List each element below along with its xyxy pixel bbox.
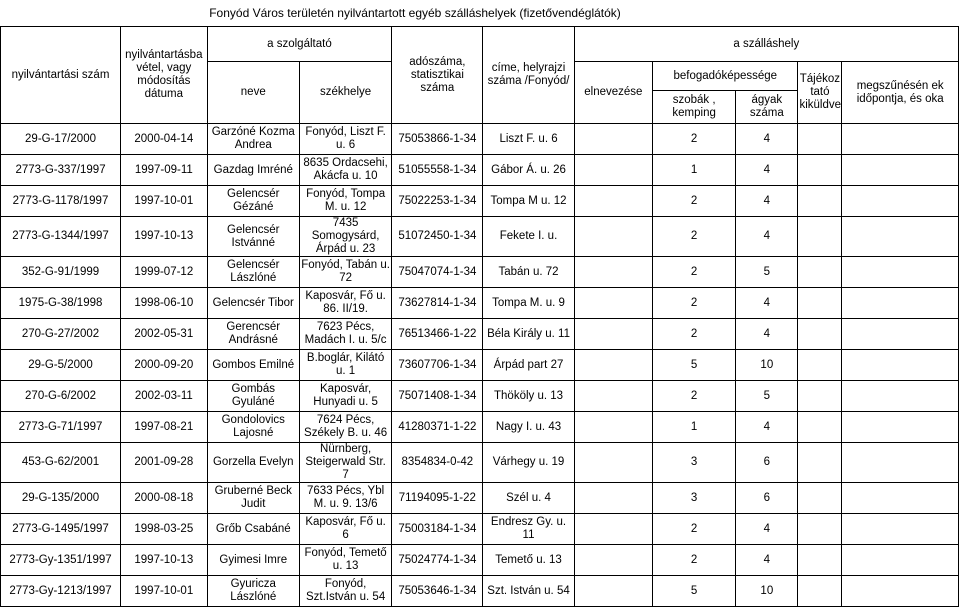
cell-megszunes — [842, 545, 959, 576]
cell-szobak: 5 — [653, 350, 736, 381]
cell-tajekoztato — [798, 443, 842, 483]
cell-agyak: 4 — [736, 186, 798, 217]
cell-szekhely: B.boglár, Kilátó u. 1 — [299, 350, 391, 381]
cell-szobak: 3 — [653, 483, 736, 514]
cell-szobak: 2 — [653, 545, 736, 576]
cell-neve: Gelencsér Lászlóné — [207, 257, 299, 288]
cell-megszunes — [842, 217, 959, 257]
cell-datum: 1997-10-13 — [121, 545, 208, 576]
cell-szobak: 2 — [653, 186, 736, 217]
cell-agyak: 4 — [736, 545, 798, 576]
cell-datum: 1997-10-13 — [121, 217, 208, 257]
cell-szekhely: Kaposvár, Hunyadi u. 5 — [299, 381, 391, 412]
header-datum: nyilvántartásba vétel, vagy módosítás dátuma — [121, 27, 208, 124]
cell-agyak: 4 — [736, 124, 798, 155]
cell-ado: 75053866-1-34 — [392, 124, 483, 155]
cell-ado: 8354834-0-42 — [392, 443, 483, 483]
cell-neve: Gazdag Imréné — [207, 155, 299, 186]
cell-ado: 51055558-1-34 — [392, 155, 483, 186]
table-row — [1, 319, 959, 350]
cell-megszunes — [842, 514, 959, 545]
cell-tajekoztato — [798, 381, 842, 412]
cell-ado: 75024774-1-34 — [392, 545, 483, 576]
cell-neve: Gelencsér Tibor — [207, 288, 299, 319]
table-row — [1, 186, 959, 217]
cell-szekhely: Fonyód, Liszt F. u. 6 — [299, 124, 391, 155]
cell-szobak: 3 — [653, 443, 736, 483]
cell-cim: Tompa M. u. 9 — [483, 288, 574, 319]
cell-cim: Liszt F. u. 6 — [483, 124, 574, 155]
cell-cim: Gábor Á. u. 26 — [483, 155, 574, 186]
cell-elnevezes — [574, 381, 652, 412]
cell-datum: 2000-08-18 — [121, 483, 208, 514]
cell-szekhely: 7623 Pécs, Madách I. u. 5/c — [299, 319, 391, 350]
cell-tajekoztato — [798, 124, 842, 155]
header-adoszama: adószáma, statisztikai száma — [392, 27, 483, 124]
cell-cim: Tompa M u. 12 — [483, 186, 574, 217]
cell-neve: Gombás Gyuláné — [207, 381, 299, 412]
header-cime: címe, helyrajzi száma /Fonyód/ — [483, 27, 574, 124]
cell-agyak: 4 — [736, 155, 798, 186]
cell-szekhely: Fonyód, Tompa M. u. 12 — [299, 186, 391, 217]
cell-megszunes — [842, 350, 959, 381]
table-row — [1, 545, 959, 576]
table-row — [1, 381, 959, 412]
cell-neve: Garzóné Kozma Andrea — [207, 124, 299, 155]
cell-ado: 41280371-1-22 — [392, 412, 483, 443]
cell-cim: Árpád part 27 — [483, 350, 574, 381]
cell-datum: 2001-09-28 — [121, 443, 208, 483]
cell-szobak: 1 — [653, 155, 736, 186]
cell-elnevezes — [574, 514, 652, 545]
cell-megszunes — [842, 288, 959, 319]
header-elnevezese: elnevezése — [574, 62, 652, 124]
cell-agyak: 4 — [736, 288, 798, 319]
cell-szam: 29-G-5/2000 — [1, 350, 121, 381]
cell-ado: 75003184-1-34 — [392, 514, 483, 545]
cell-szobak: 2 — [653, 319, 736, 350]
cell-tajekoztato — [798, 412, 842, 443]
cell-neve: Gyimesi Imre — [207, 545, 299, 576]
cell-szekhely: Kaposvár, Fő u. 86. II/19. — [299, 288, 391, 319]
header-agyak: ágyak száma — [736, 91, 798, 124]
cell-elnevezes — [574, 443, 652, 483]
cell-neve: Gombos Emilné — [207, 350, 299, 381]
cell-datum: 1999-07-12 — [121, 257, 208, 288]
cell-cim: Szt. István u. 54 — [483, 576, 574, 607]
table-row — [1, 124, 959, 155]
cell-szekhely: Fonyód, Szt.István u. 54 — [299, 576, 391, 607]
cell-szobak: 1 — [653, 412, 736, 443]
cell-szam: 352-G-91/1999 — [1, 257, 121, 288]
cell-elnevezes — [574, 576, 652, 607]
cell-elnevezes — [574, 257, 652, 288]
cell-elnevezes — [574, 319, 652, 350]
cell-cim: Endresz Gy. u. 11 — [483, 514, 574, 545]
cell-agyak: 10 — [736, 350, 798, 381]
page-title: Fonyód Város területén nyilvántartott egyéb szálláshelyek (fizetővendéglátók) — [209, 6, 621, 20]
cell-szam: 2773-Gy-1213/1997 — [1, 576, 121, 607]
cell-megszunes — [842, 412, 959, 443]
cell-datum: 1998-03-25 — [121, 514, 208, 545]
table-row — [1, 412, 959, 443]
cell-neve: Gyuricza Lászlóné — [207, 576, 299, 607]
cell-cim: Várhegy u. 19 — [483, 443, 574, 483]
cell-agyak: 10 — [736, 576, 798, 607]
cell-megszunes — [842, 483, 959, 514]
cell-neve: Gruberné Beck Judit — [207, 483, 299, 514]
table-row — [1, 155, 959, 186]
table-row — [1, 288, 959, 319]
cell-elnevezes — [574, 545, 652, 576]
table-row — [1, 443, 959, 483]
cell-cim: Thököly u. 13 — [483, 381, 574, 412]
cell-szekhely: 7624 Pécs, Székely B. u. 46 — [299, 412, 391, 443]
accommodation-table — [0, 26, 959, 607]
cell-tajekoztato — [798, 186, 842, 217]
cell-datum: 2000-09-20 — [121, 350, 208, 381]
cell-cim: Fekete I. u. — [483, 217, 574, 257]
cell-elnevezes — [574, 288, 652, 319]
cell-szobak: 2 — [653, 288, 736, 319]
cell-szekhely: Kaposvár, Fő u. 6 — [299, 514, 391, 545]
cell-szam: 2773-G-1495/1997 — [1, 514, 121, 545]
cell-agyak: 6 — [736, 483, 798, 514]
cell-agyak: 4 — [736, 514, 798, 545]
cell-megszunes — [842, 381, 959, 412]
cell-elnevezes — [574, 155, 652, 186]
header-szobak: szobák , kemping — [653, 91, 736, 124]
cell-tajekoztato — [798, 545, 842, 576]
cell-elnevezes — [574, 217, 652, 257]
cell-datum: 1997-10-01 — [121, 576, 208, 607]
cell-neve: Gondolovics Lajosné — [207, 412, 299, 443]
cell-cim: Temető u. 13 — [483, 545, 574, 576]
cell-ado: 75071408-1-34 — [392, 381, 483, 412]
cell-szam: 453-G-62/2001 — [1, 443, 121, 483]
cell-szam: 2773-Gy-1351/1997 — [1, 545, 121, 576]
cell-agyak: 5 — [736, 257, 798, 288]
header-szallashely: a szálláshely — [574, 27, 958, 62]
cell-szekhely: 8635 Ordacsehi, Akácfa u. 10 — [299, 155, 391, 186]
cell-tajekoztato — [798, 319, 842, 350]
header-szekhelye: székhelye — [299, 62, 391, 124]
cell-szobak: 2 — [653, 124, 736, 155]
cell-agyak: 5 — [736, 381, 798, 412]
cell-szam: 2773-G-337/1997 — [1, 155, 121, 186]
table-row — [1, 257, 959, 288]
cell-szekhely: Nürnberg, Steigerwald Str. 7 — [299, 443, 391, 483]
cell-szekhely: Fonyód, Temető u. 13 — [299, 545, 391, 576]
cell-datum: 2002-05-31 — [121, 319, 208, 350]
cell-elnevezes — [574, 186, 652, 217]
cell-szam: 270-G-27/2002 — [1, 319, 121, 350]
cell-ado: 75022253-1-34 — [392, 186, 483, 217]
cell-neve: Gorzella Evelyn — [207, 443, 299, 483]
cell-szobak: 5 — [653, 576, 736, 607]
cell-datum: 1997-10-01 — [121, 186, 208, 217]
cell-agyak: 4 — [736, 217, 798, 257]
cell-szobak: 2 — [653, 381, 736, 412]
table-row — [1, 514, 959, 545]
cell-ado: 73607706-1-34 — [392, 350, 483, 381]
cell-megszunes — [842, 186, 959, 217]
cell-agyak: 4 — [736, 319, 798, 350]
cell-ado: 51072450-1-34 — [392, 217, 483, 257]
cell-tajekoztato — [798, 257, 842, 288]
header-nyilvantartasi-szam: nyilvántartási szám — [1, 27, 121, 124]
cell-megszunes — [842, 443, 959, 483]
cell-megszunes — [842, 155, 959, 186]
cell-elnevezes — [574, 124, 652, 155]
cell-szam: 270-G-6/2002 — [1, 381, 121, 412]
cell-neve: Grőb Csabáné — [207, 514, 299, 545]
cell-szam: 29-G-17/2000 — [1, 124, 121, 155]
cell-szobak: 2 — [653, 217, 736, 257]
cell-tajekoztato — [798, 350, 842, 381]
cell-neve: Gelencsér Gézáné — [207, 186, 299, 217]
cell-szam: 2773-G-71/1997 — [1, 412, 121, 443]
cell-agyak: 4 — [736, 412, 798, 443]
cell-szam: 2773-G-1178/1997 — [1, 186, 121, 217]
cell-cim: Béla Király u. 11 — [483, 319, 574, 350]
cell-neve: Gerencsér Andrásné — [207, 319, 299, 350]
cell-datum: 1997-08-21 — [121, 412, 208, 443]
header-tajekoztato: Tájékoz tató kiküldve — [798, 62, 842, 124]
cell-tajekoztato — [798, 155, 842, 186]
cell-tajekoztato — [798, 483, 842, 514]
cell-megszunes — [842, 124, 959, 155]
cell-elnevezes — [574, 412, 652, 443]
cell-szobak: 2 — [653, 514, 736, 545]
cell-szekhely: 7633 Pécs, Ybl M. u. 9. 13/6 — [299, 483, 391, 514]
header-befogado: befogadóképessége — [653, 62, 798, 91]
cell-megszunes — [842, 319, 959, 350]
cell-ado: 71194095-1-22 — [392, 483, 483, 514]
cell-ado: 75047074-1-34 — [392, 257, 483, 288]
cell-cim: Nagy I. u. 43 — [483, 412, 574, 443]
cell-tajekoztato — [798, 576, 842, 607]
cell-datum: 2002-03-11 — [121, 381, 208, 412]
cell-megszunes — [842, 576, 959, 607]
cell-tajekoztato — [798, 288, 842, 319]
cell-szekhely: 7435 Somogysárd, Árpád u. 23 — [299, 217, 391, 257]
cell-cim: Szél u. 4 — [483, 483, 574, 514]
table-row — [1, 576, 959, 607]
cell-neve: Gelencsér Istvánné — [207, 217, 299, 257]
cell-ado: 75053646-1-34 — [392, 576, 483, 607]
cell-datum: 1997-09-11 — [121, 155, 208, 186]
table-row — [1, 350, 959, 381]
cell-szam: 29-G-135/2000 — [1, 483, 121, 514]
cell-elnevezes — [574, 350, 652, 381]
cell-elnevezes — [574, 483, 652, 514]
cell-tajekoztato — [798, 514, 842, 545]
cell-szam: 2773-G-1344/1997 — [1, 217, 121, 257]
cell-cim: Tabán u. 72 — [483, 257, 574, 288]
header-szolgaltato: a szolgáltató — [207, 27, 392, 62]
table-row — [1, 217, 959, 257]
cell-szobak: 2 — [653, 257, 736, 288]
cell-agyak: 6 — [736, 443, 798, 483]
cell-tajekoztato — [798, 217, 842, 257]
table-row — [1, 483, 959, 514]
cell-szam: 1975-G-38/1998 — [1, 288, 121, 319]
header-megszunes: megszűnésén ek időpontja, és oka — [842, 62, 959, 124]
header-neve: neve — [207, 62, 299, 124]
cell-ado: 73627814-1-34 — [392, 288, 483, 319]
cell-ado: 76513466-1-22 — [392, 319, 483, 350]
cell-megszunes — [842, 257, 959, 288]
cell-datum: 1998-06-10 — [121, 288, 208, 319]
cell-datum: 2000-04-14 — [121, 124, 208, 155]
cell-szekhely: Fonyód, Tabán u. 72 — [299, 257, 391, 288]
